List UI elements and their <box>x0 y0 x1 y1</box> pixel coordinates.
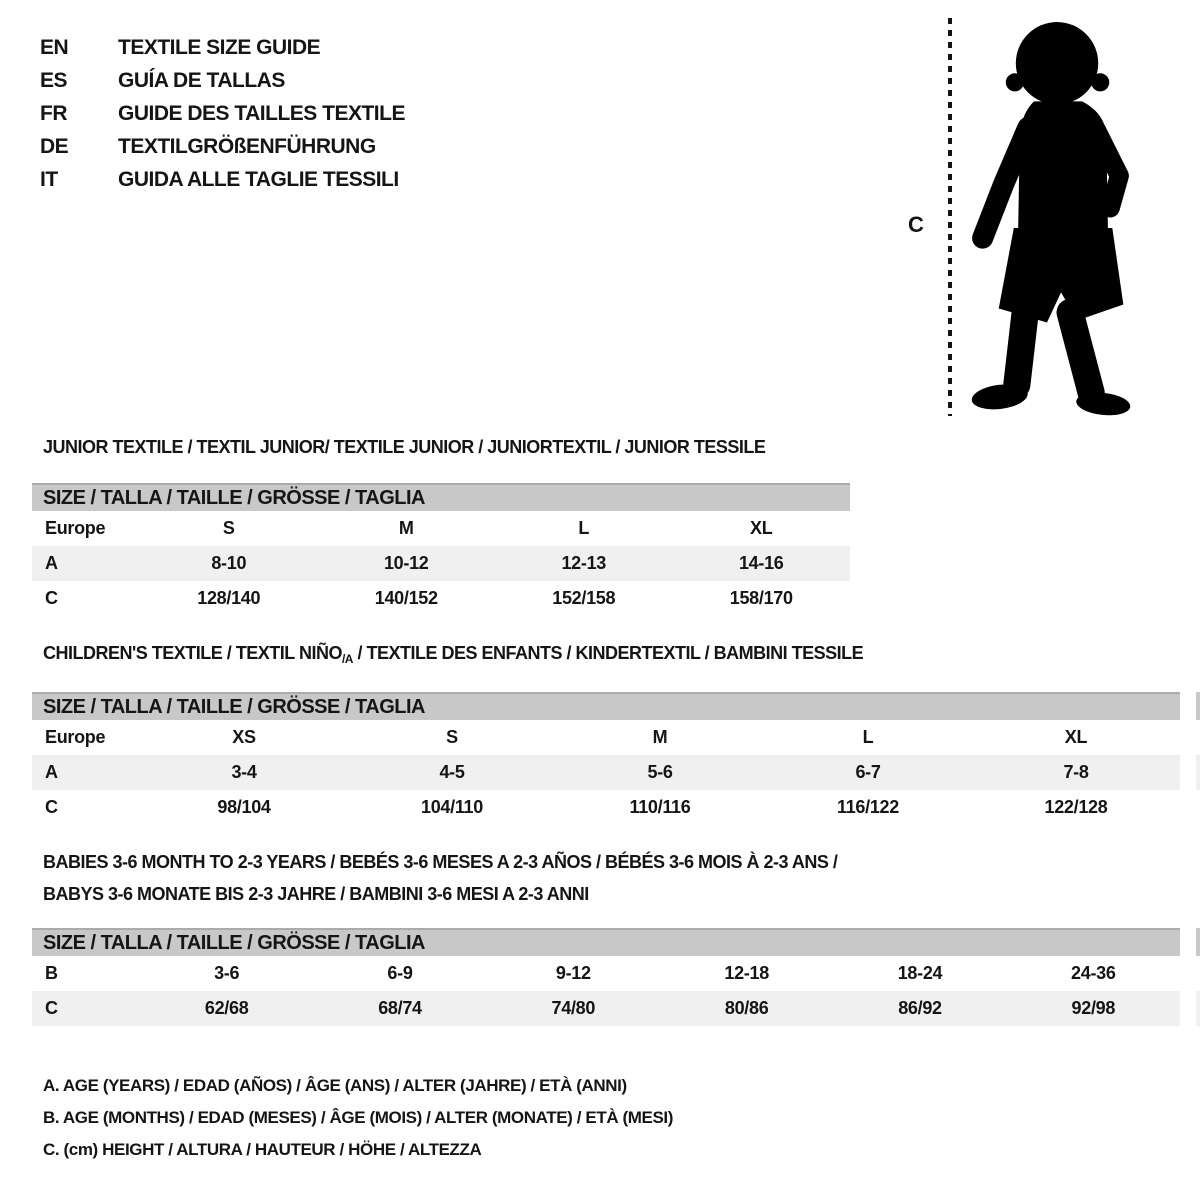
table-cell: M <box>398 518 414 538</box>
row-cells <box>140 797 1180 818</box>
table-cell: 5-6 <box>647 762 673 782</box>
language-row <box>40 64 405 97</box>
table-edge-sliver <box>1196 692 1200 720</box>
heading-text: / TEXTILE DES ENFANTS / KINDERTEXTIL / BAMBINI TESSILE <box>352 643 864 663</box>
row-label: B <box>45 963 58 983</box>
height-dashed-line-icon <box>946 16 954 418</box>
language-row <box>40 97 405 130</box>
table-edge-sliver <box>1196 991 1200 1026</box>
row-label: A <box>45 762 58 782</box>
table-cell: 7-8 <box>1063 762 1089 782</box>
table-cell: 6-9 <box>387 963 413 983</box>
legend-line-a: A. AGE (YEARS) / EDAD (AÑOS) / ÂGE (ANS) / ALTER (JAHRE) / ETÀ (ANNI) <box>43 1076 627 1095</box>
row-label: Europe <box>45 727 106 747</box>
section-heading-junior: JUNIOR TEXTILE / TEXTIL JUNIOR/ TEXTILE JUNIOR / JUNIORTEXTIL / JUNIOR TESSILE <box>43 437 766 457</box>
language-row <box>40 163 405 196</box>
table-cell: S <box>222 518 235 538</box>
row-label: C <box>45 998 58 1018</box>
table-cell: 104/110 <box>421 797 483 817</box>
table-cell: 24-36 <box>1071 963 1116 983</box>
table-cell: 152/158 <box>552 588 616 608</box>
table-size-header: SIZE / TALLA / TAILLE / GRÖSSE / TAGLIA <box>32 928 1180 956</box>
table-cell: 6-7 <box>855 762 881 782</box>
table-cell: 4-5 <box>439 762 465 782</box>
junior-size-table <box>32 483 850 616</box>
table-cell: L <box>862 727 874 747</box>
height-measure-label: C <box>908 212 924 237</box>
language-code: ES <box>40 68 68 92</box>
table-cell: 3-6 <box>214 963 240 983</box>
table-size-header: SIZE / TALLA / TAILLE / GRÖSSE / TAGLIA <box>32 483 850 511</box>
table-cell: 122/128 <box>1044 797 1108 817</box>
row-label: A <box>45 553 58 573</box>
table-cell: 140/152 <box>374 588 438 608</box>
row-label: Europe <box>45 518 106 538</box>
language-title: TEXTILGRÖßENFÜHRUNG <box>118 134 376 158</box>
table-edge-sliver <box>1196 928 1200 956</box>
table-cell: 98/104 <box>217 797 271 817</box>
row-cells <box>140 553 850 574</box>
table-row <box>32 720 1180 755</box>
table-cell: 9-12 <box>555 963 591 983</box>
toddler-silhouette-icon <box>963 15 1140 417</box>
table-cell: 74/80 <box>551 998 596 1018</box>
language-code: DE <box>40 134 69 158</box>
language-title-list <box>40 31 405 196</box>
legend-block <box>43 1070 673 1166</box>
table-size-header: SIZE / TALLA / TAILLE / GRÖSSE / TAGLIA <box>32 692 1180 720</box>
table-cell: S <box>446 727 458 747</box>
table-row <box>32 511 850 546</box>
table-cell: 92/98 <box>1071 998 1116 1018</box>
legend-line-c: C. (cm) HEIGHT / ALTURA / HAUTEUR / HÖHE / ALTEZZA <box>43 1140 482 1159</box>
language-title: GUÍA DE TALLAS <box>118 68 285 92</box>
table-cell: 116/122 <box>837 797 899 817</box>
table-row <box>32 755 1180 790</box>
section-heading-children <box>43 643 863 665</box>
table-edge-sliver <box>1196 755 1200 790</box>
heading-text: CHILDREN'S TEXTILE / TEXTIL NIÑO <box>43 643 342 663</box>
table-cell: 158/170 <box>729 588 793 608</box>
table-cell: M <box>652 727 668 747</box>
section-heading-babies-line1: BABIES 3-6 MONTH TO 2-3 YEARS / BEBÉS 3-6 MESES A 2-3 AÑOS / BÉBÉS 3-6 MOIS À 2-3 ANS / <box>43 852 838 872</box>
table-cell: 12-13 <box>561 553 607 573</box>
table-row <box>32 790 1180 825</box>
table-cell: XL <box>750 518 773 538</box>
table-cell: XS <box>232 727 256 747</box>
row-cells <box>140 588 850 609</box>
table-cell: 10-12 <box>383 553 429 573</box>
table-row <box>32 991 1180 1026</box>
table-cell: 18-24 <box>897 963 943 983</box>
table-cell: 3-4 <box>231 762 257 782</box>
table-cell: 62/68 <box>204 998 249 1018</box>
language-title: GUIDA ALLE TAGLIE TESSILI <box>118 167 399 191</box>
row-cells <box>140 963 1180 984</box>
section-heading-babies-line2: BABYS 3-6 MONATE BIS 2-3 JAHRE / BAMBINI 3-6 MESI A 2-3 ANNI <box>43 884 589 904</box>
table-cell: 12-18 <box>724 963 769 983</box>
heading-subscript: /A <box>341 652 353 666</box>
table-row <box>32 956 1180 991</box>
table-cell: 86/92 <box>898 998 942 1018</box>
table-cell: 128/140 <box>197 588 261 608</box>
language-row <box>40 130 405 163</box>
row-cells <box>140 762 1180 783</box>
language-code: EN <box>40 35 69 59</box>
table-cell: 80/86 <box>724 998 769 1018</box>
row-cells <box>140 998 1180 1019</box>
language-title: GUIDE DES TAILLES TEXTILE <box>118 101 405 125</box>
legend-line-b: B. AGE (MONTHS) / EDAD (MESES) / ÂGE (MOIS) / ALTER (MONATE) / ETÀ (MESI) <box>43 1108 673 1127</box>
language-code: IT <box>40 167 58 191</box>
table-cell: L <box>578 518 590 538</box>
row-label: C <box>45 797 58 817</box>
row-cells <box>140 518 850 539</box>
table-cell: 68/74 <box>378 998 422 1018</box>
table-row <box>32 581 850 616</box>
language-title: TEXTILE SIZE GUIDE <box>118 35 321 59</box>
table-cell: 14-16 <box>738 553 784 573</box>
babies-size-table <box>32 928 1180 1026</box>
row-label: C <box>45 588 58 608</box>
table-row <box>32 546 850 581</box>
table-cell: 8-10 <box>211 553 247 573</box>
table-cell: XL <box>1064 727 1088 747</box>
row-cells <box>140 727 1180 748</box>
language-row <box>40 31 405 64</box>
language-code: FR <box>40 101 67 125</box>
table-cell: 110/116 <box>629 797 691 817</box>
children-size-table <box>32 692 1180 825</box>
